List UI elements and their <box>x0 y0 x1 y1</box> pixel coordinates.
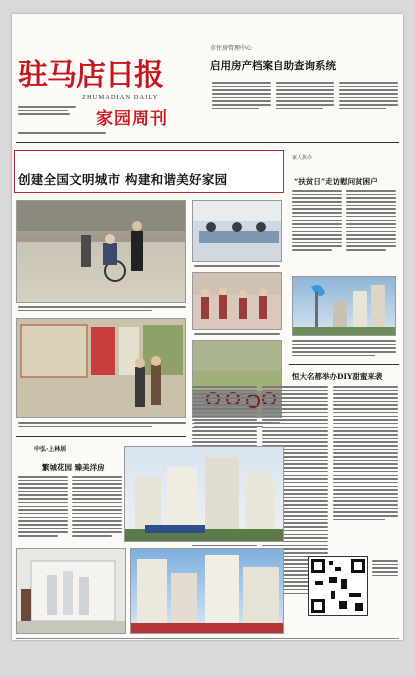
photo-crowd <box>192 272 282 330</box>
mid-rule <box>289 364 399 365</box>
right-story-column-label: 家人执办 <box>292 155 313 161</box>
photo-model-home <box>16 548 126 634</box>
photo-meeting <box>192 200 282 262</box>
mid-story-headline: 恒大名都举办DIY甜蜜来袭 <box>292 372 383 381</box>
bottom-rule <box>16 436 186 437</box>
section-name: 家园周刊 <box>96 109 168 129</box>
page-footer <box>0 651 415 677</box>
qr-code <box>308 556 368 616</box>
top-story-column-label: 市住房管理中心 <box>210 45 253 52</box>
photo-towers-wideangle <box>130 548 284 634</box>
bottom-left-body <box>18 476 122 539</box>
bottom-left-kicker: 中弘·上林居 <box>34 446 67 453</box>
photo-wall-poster <box>16 318 186 418</box>
editor-line <box>18 132 108 136</box>
top-story-body <box>212 82 398 140</box>
photo-crowd-caption <box>194 333 280 337</box>
right-story-headline: “扶贫日”走访慰问贫困户 <box>294 177 378 186</box>
masthead-english: ZHUMADIAN DAILY <box>82 94 159 101</box>
photo-wheelchair <box>16 200 186 303</box>
photo-apartments <box>124 446 284 542</box>
qr-caption <box>372 560 398 578</box>
masthead-rule <box>16 142 399 143</box>
top-story-headline: 启用房产档案自助查询系统 <box>210 60 336 72</box>
bottom-left-headline: 繁城花园 臻美洋房 <box>42 463 105 472</box>
right-story-body <box>292 190 396 253</box>
masthead-title: 驻马店日报 <box>18 58 163 93</box>
newspaper-page <box>12 14 403 640</box>
photo-building-skyline <box>292 276 396 336</box>
photo-wall-caption <box>18 422 186 429</box>
photo-wheelchair-caption <box>18 306 186 313</box>
issue-info <box>18 106 78 117</box>
feature-banner-title: 创建全国文明城市 构建和谐美好家园 <box>18 172 228 187</box>
right-story-tail <box>292 340 396 358</box>
footer-rule <box>16 638 399 639</box>
photo-meeting-caption <box>194 265 280 269</box>
